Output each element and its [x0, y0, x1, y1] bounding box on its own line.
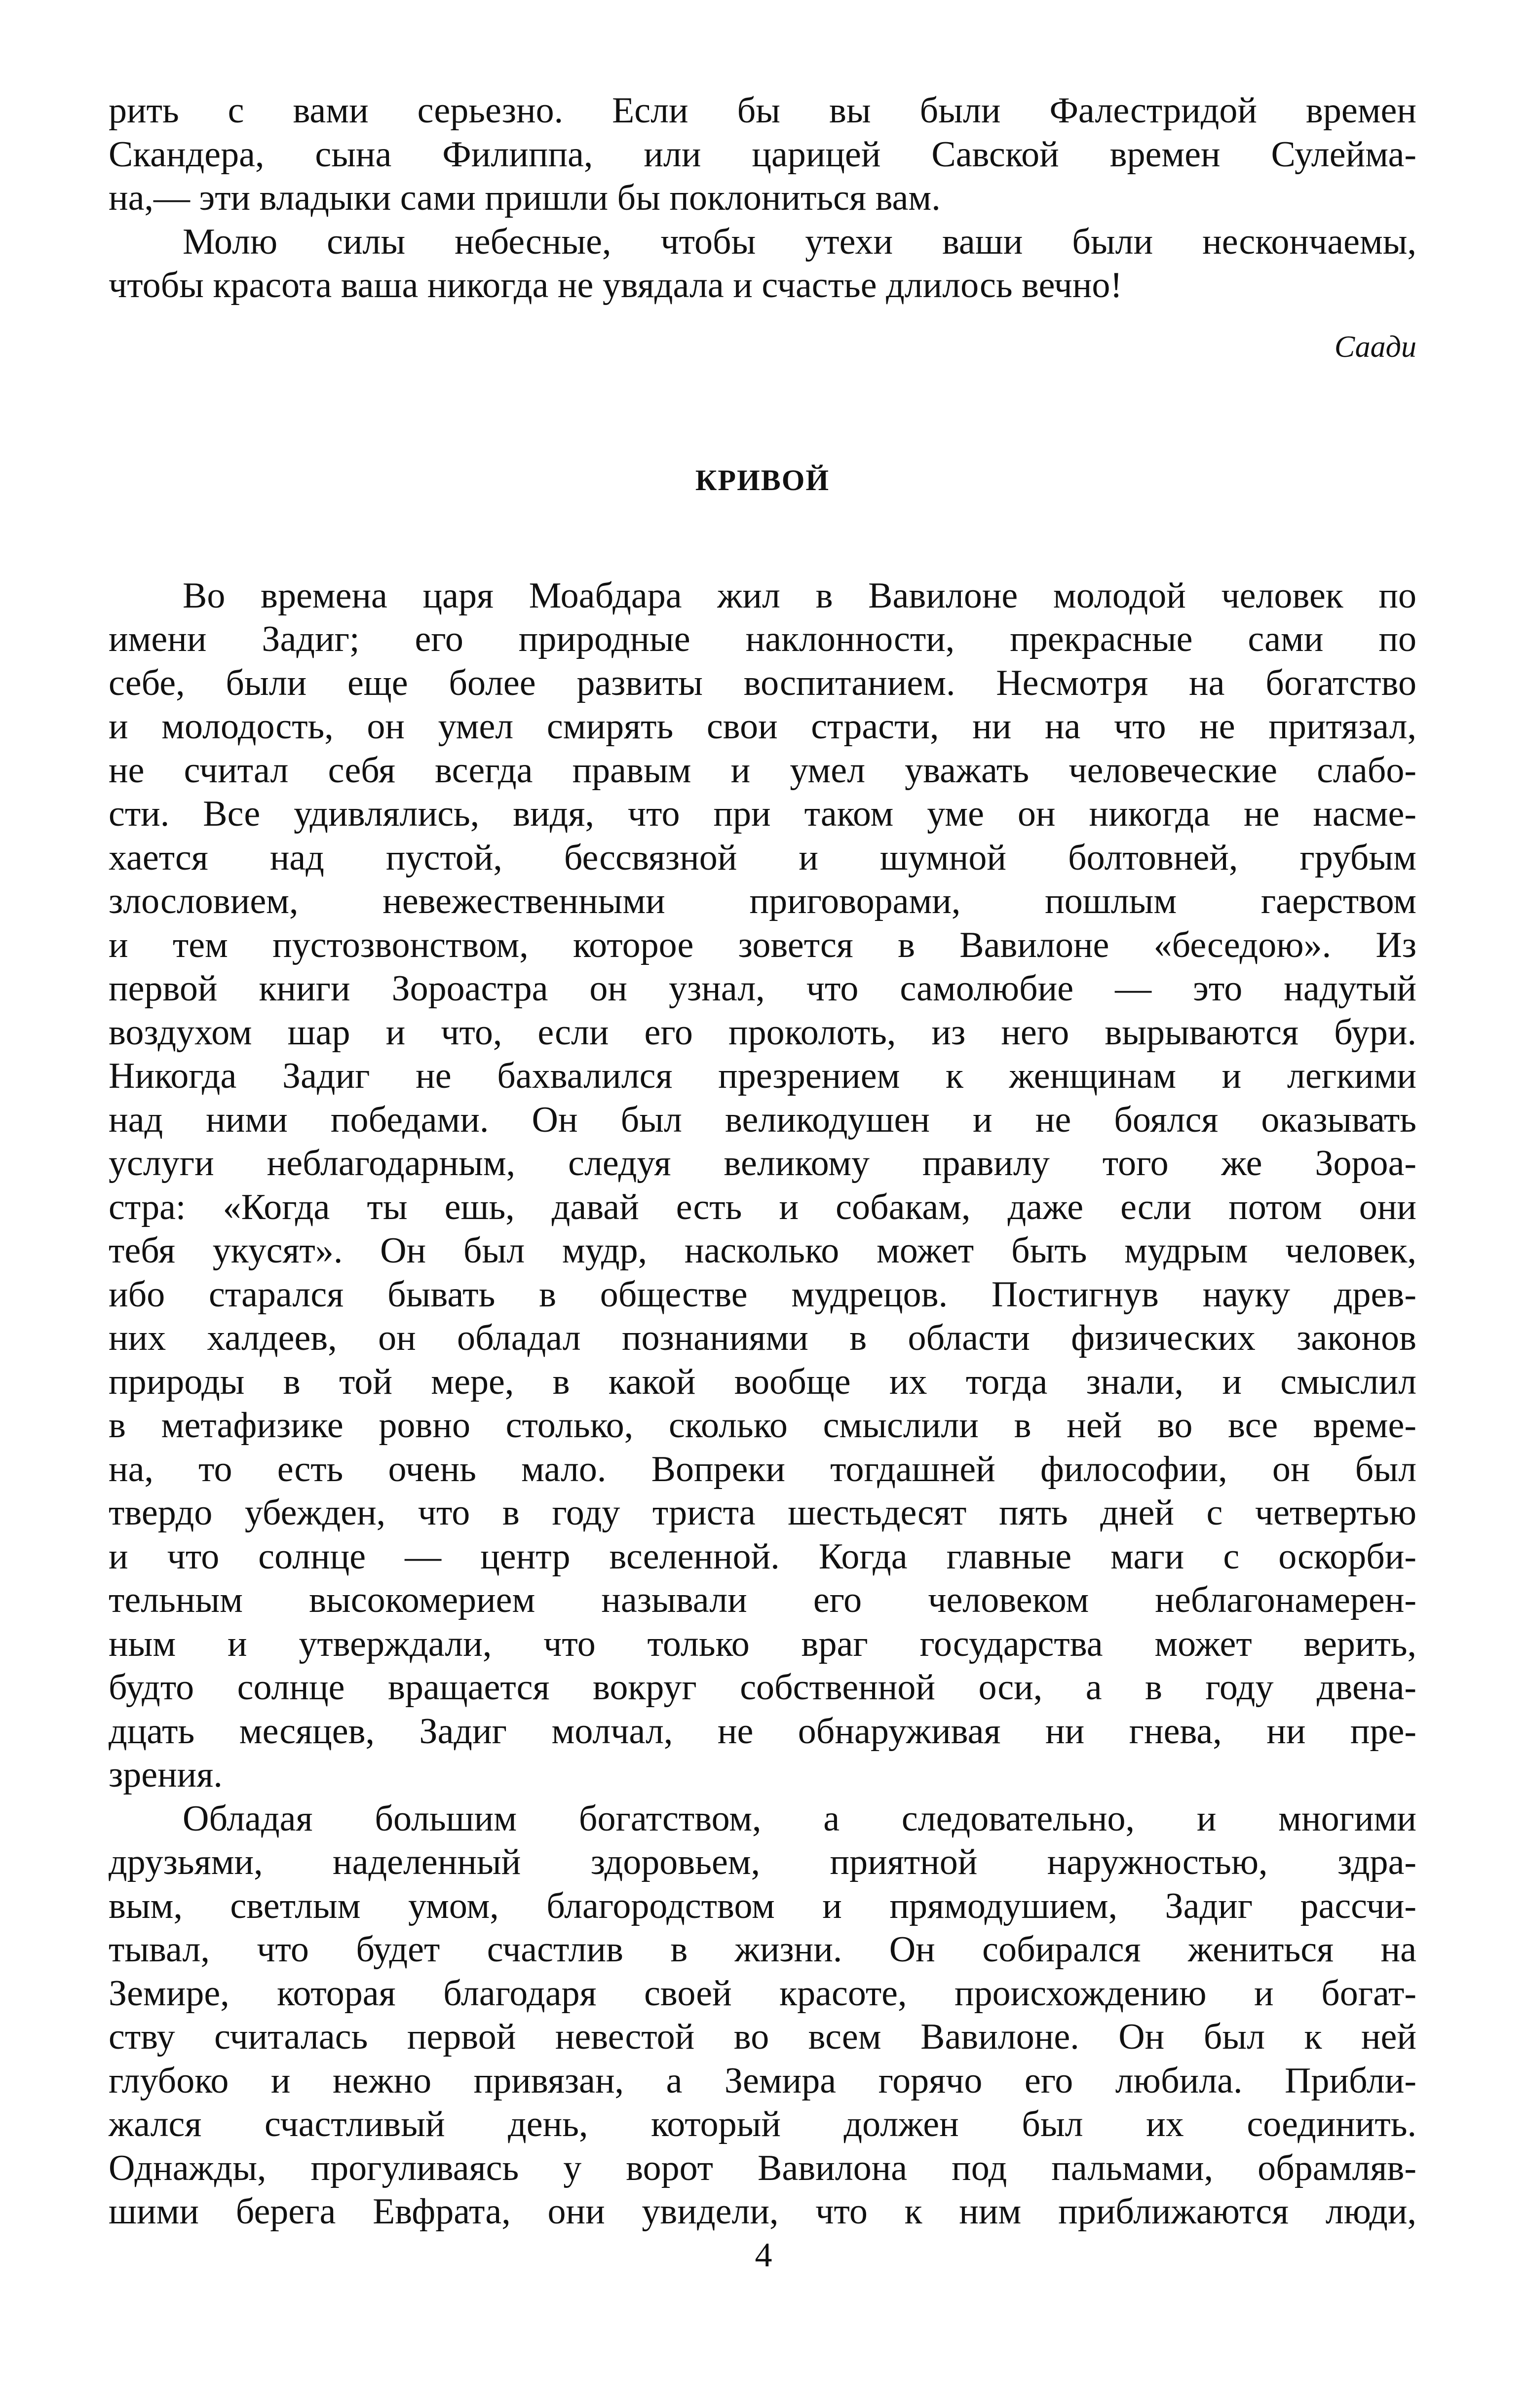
text-line: себе, были еще более развиты воспитанием. Несмотря на богатство — [109, 662, 1416, 703]
paragraph-2 — [109, 1797, 1416, 2234]
text-line: злословием, невежественными приговорами, пошлым гаерством — [109, 881, 1416, 921]
text-line: глубоко и нежно привязан, а Земира горячо его любила. Прибли- — [109, 2060, 1416, 2101]
text-line: Однажды, прогуливаясь у ворот Вавилона под пальмами, обрамляв- — [109, 2147, 1416, 2188]
text-line: шими берега Евфрата, они увидели, что к ним приближаются люди, — [109, 2191, 1416, 2232]
text-line: ным и утверждали, что только враг государства может верить, — [109, 1623, 1416, 1664]
page-number: 4 — [755, 2236, 772, 2274]
text-line: хается над пустой, бессвязной и шумной болтовней, грубым — [109, 837, 1416, 878]
text-line: рить с вами серьезно. Если бы вы были Фалестридой времен — [109, 90, 1416, 131]
text-line: сти. Все удивлялись, видя, что при таком уме он никогда не насме- — [109, 794, 1416, 834]
text-line: не считал себя всегда правым и умел уважать человеческие слабо- — [109, 750, 1416, 791]
text-line: чтобы красота ваша никогда не увядала и счастье длилось вечно! — [109, 265, 1123, 306]
text-line: первой книги Зороастра он узнал, что самолюбие — это надутый — [109, 968, 1416, 1009]
text-line: будто солнце вращается вокруг собственной оси, а в году двена- — [109, 1667, 1416, 1708]
text-line: Земире, которая благодаря своей красоте, происхождению и богат- — [109, 1973, 1416, 2014]
text-line: твердо убежден, что в году триста шестьдесят пять дней с четвертью — [109, 1492, 1416, 1533]
text-line: стра: «Когда ты ешь, давай есть и собакам, даже если потом они — [109, 1186, 1416, 1227]
intro-paragraph — [109, 89, 1416, 220]
text-line: Скандера, сына Филиппа, или царицей Савской времен Сулейма- — [109, 134, 1416, 175]
text-line: зрения. — [109, 1755, 223, 1795]
text-line: вым, светлым умом, благородством и прямодушием, Задиг рассчи- — [109, 1885, 1416, 1926]
text-line: Никогда Задиг не бахвалился презрением к женщинам и легкими — [109, 1056, 1416, 1096]
text-line: дцать месяцев, Задиг молчал, не обнаруживая ни гнева, ни пре- — [109, 1711, 1416, 1752]
paragraph-1 — [109, 574, 1416, 1797]
text-line: и тем пустозвонством, которое зовется в Вавилоне «беседою». Из — [109, 924, 1416, 965]
chapter-title: КРИВОЙ — [695, 463, 830, 497]
text-line: Во времена царя Моабдара жил в Вавилоне молодой человек по — [183, 575, 1416, 616]
text-line: и что солнце — центр вселенной. Когда главные маги с оскорби- — [109, 1536, 1416, 1577]
text-line: них халдеев, он обладал познаниями в области физических законов — [109, 1318, 1416, 1358]
text-line: воздухом шар и что, если его проколоть, из него вырываются бури. — [109, 1012, 1416, 1053]
author-signature: Саади — [1334, 330, 1416, 364]
text-line: природы в той мере, в какой вообще их тогда знали, и смыслил — [109, 1361, 1416, 1402]
text-line: тывал, что будет счастлив в жизни. Он собирался жениться на — [109, 1929, 1416, 1970]
blessing-paragraph — [109, 220, 1416, 307]
text-line: Молю силы небесные, чтобы утехи ваши были нескончаемы, — [183, 221, 1416, 262]
text-line: и молодость, он умел смирять свои страсти, ни на что не притязал, — [109, 706, 1416, 747]
text-line: Обладая большим богатством, а следовательно, и многими — [183, 1798, 1416, 1839]
text-line: ибо старался бывать в обществе мудрецов. Постигнув науку древ- — [109, 1274, 1416, 1315]
page-body — [109, 89, 1416, 2234]
text-line: на,— эти владыки сами пришли бы поклониться вам. — [109, 178, 941, 218]
text-line: жался счастливый день, который должен был их соединить. — [109, 2104, 1416, 2144]
text-line: на, то есть очень мало. Вопреки тогдашней философии, он был — [109, 1449, 1416, 1490]
text-line: в метафизике ровно столько, сколько смыслили в ней во все време- — [109, 1405, 1416, 1446]
text-line: имени Задиг; его природные наклонности, прекрасные сами по — [109, 619, 1416, 659]
text-line: тебя укусят». Он был мудр, насколько может быть мудрым человек, — [109, 1230, 1416, 1271]
text-line: ству считалась первой невестой во всем Вавилоне. Он был к ней — [109, 2017, 1416, 2057]
text-line: услуги неблагодарным, следуя великому правилу того же Зороа- — [109, 1143, 1416, 1184]
text-line: тельным высокомерием называли его человеком неблагонамерен- — [109, 1580, 1416, 1620]
text-line: над ними победами. Он был великодушен и не боялся оказывать — [109, 1099, 1416, 1140]
text-line: друзьями, наделенный здоровьем, приятной наружностью, здра- — [109, 1842, 1416, 1882]
